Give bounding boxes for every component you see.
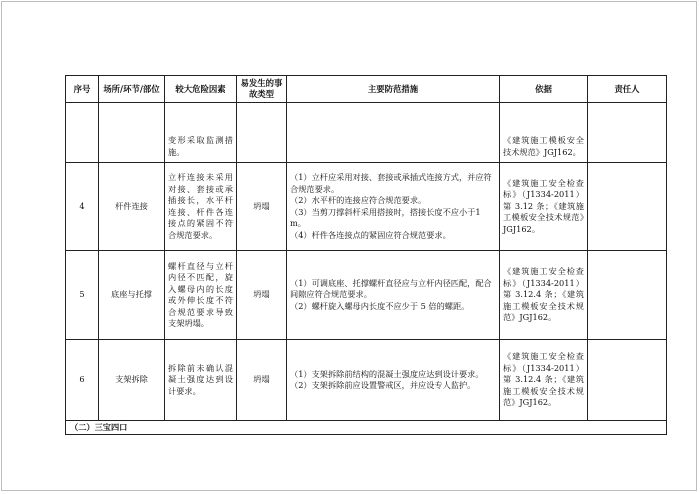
cell-responsible: [588, 163, 667, 251]
table-row: [66, 163, 667, 251]
header-row: [66, 76, 667, 103]
cell-location: 底座与托撑: [99, 251, 165, 340]
header-hazard: 较大危险因素: [165, 76, 237, 103]
header-basis: 依据: [500, 76, 588, 103]
measure-item: （2）支架拆除前应设置警戒区，并应设专人监护。: [290, 380, 476, 390]
measure-item: （3）当剪刀撑斜杆采用搭接时，搭接长度不应小于1m。: [290, 206, 481, 228]
header-location: 场所/环节/部位: [99, 76, 165, 103]
cell-accident-type: 坍塌: [237, 163, 287, 251]
cell-accident-type: 坍塌: [237, 340, 287, 421]
section-row: [66, 421, 667, 435]
cell-seq: 4: [66, 163, 99, 251]
cell-measures: [287, 251, 500, 340]
measure-item: （4）杆件各连接点的紧固应符合规范要求。: [290, 229, 451, 240]
header-seq: 序号: [66, 76, 99, 103]
header-measures: 主要防范措施: [287, 76, 500, 103]
cell-seq: [66, 103, 99, 163]
measure-item: （1）立杆应采用对接、套接或承插式连接方式，并应符合规范要求。: [290, 172, 492, 194]
cell-seq: 5: [66, 251, 99, 340]
cell-hazard: 螺杆直径与立杆内径不匹配，旋入螺母内的长度或外伸长度不符合规范要求导致支架坍塌。: [165, 251, 237, 340]
measure-item: （1）支架拆除前结构的混凝土强度应达到设计要求。: [290, 368, 484, 379]
table-row: [66, 340, 667, 421]
cell-responsible: [588, 251, 667, 340]
cell-responsible: [588, 340, 667, 421]
cell-location: 杆件连接: [99, 163, 165, 251]
measure-item: （1）可调底座、托撑螺杆直径应与立杆内径匹配，配合间隙应符合规范要求。: [290, 277, 492, 300]
cell-basis: 《建筑施工安全检查标》（J1334-2011）第 3.12 条；《建筑施工模板安全技术规范》JGJ162。: [500, 163, 588, 251]
cell-seq: 6: [66, 340, 99, 421]
cell-basis: 《建筑施工安全检查标》（J1334-2011）第 3.12.4 条；《建筑施工模板安全技术规范》JGJ162。: [500, 251, 588, 340]
section-label: （二）三宝四口: [66, 421, 667, 435]
measure-item: （2）水平杆的连接应符合规范要求。: [290, 195, 427, 205]
cell-basis: 《建筑施工模板安全技术规范》JGJ162。: [500, 103, 588, 163]
table-row: [66, 103, 667, 163]
cell-measures: [287, 163, 500, 251]
cell-hazard: 拆除前未确认混凝土强度达到设计要求。: [165, 340, 237, 421]
measure-item: （2）螺杆旋入螺母内长度不应少于 5 倍的螺距。: [290, 300, 470, 311]
cell-location: 支架拆除: [99, 340, 165, 421]
hazard-table: [65, 75, 667, 435]
cell-hazard: 立杆连接未采用对接、套接或承插接长，水平杆连接、杆件各连接点的紧固不符合规范要求。: [165, 163, 237, 251]
cell-accident-type: 坍塌: [237, 251, 287, 340]
cell-measures: [287, 103, 500, 163]
header-responsible: 责任人: [588, 76, 667, 103]
cell-basis: 《建筑施工安全检查标》（J1334-2011）第 3.12.4 条；《建筑施工模板安全技术规范》JGJ162。: [500, 340, 588, 421]
header-accident-type: 易发生的事故类型: [237, 76, 287, 103]
table-row: [66, 251, 667, 340]
cell-location: [99, 103, 165, 163]
cell-hazard: 变形采取监测措施。: [165, 103, 237, 163]
cell-accident-type: [237, 103, 287, 163]
cell-measures: [287, 340, 500, 421]
cell-responsible: [588, 103, 667, 163]
